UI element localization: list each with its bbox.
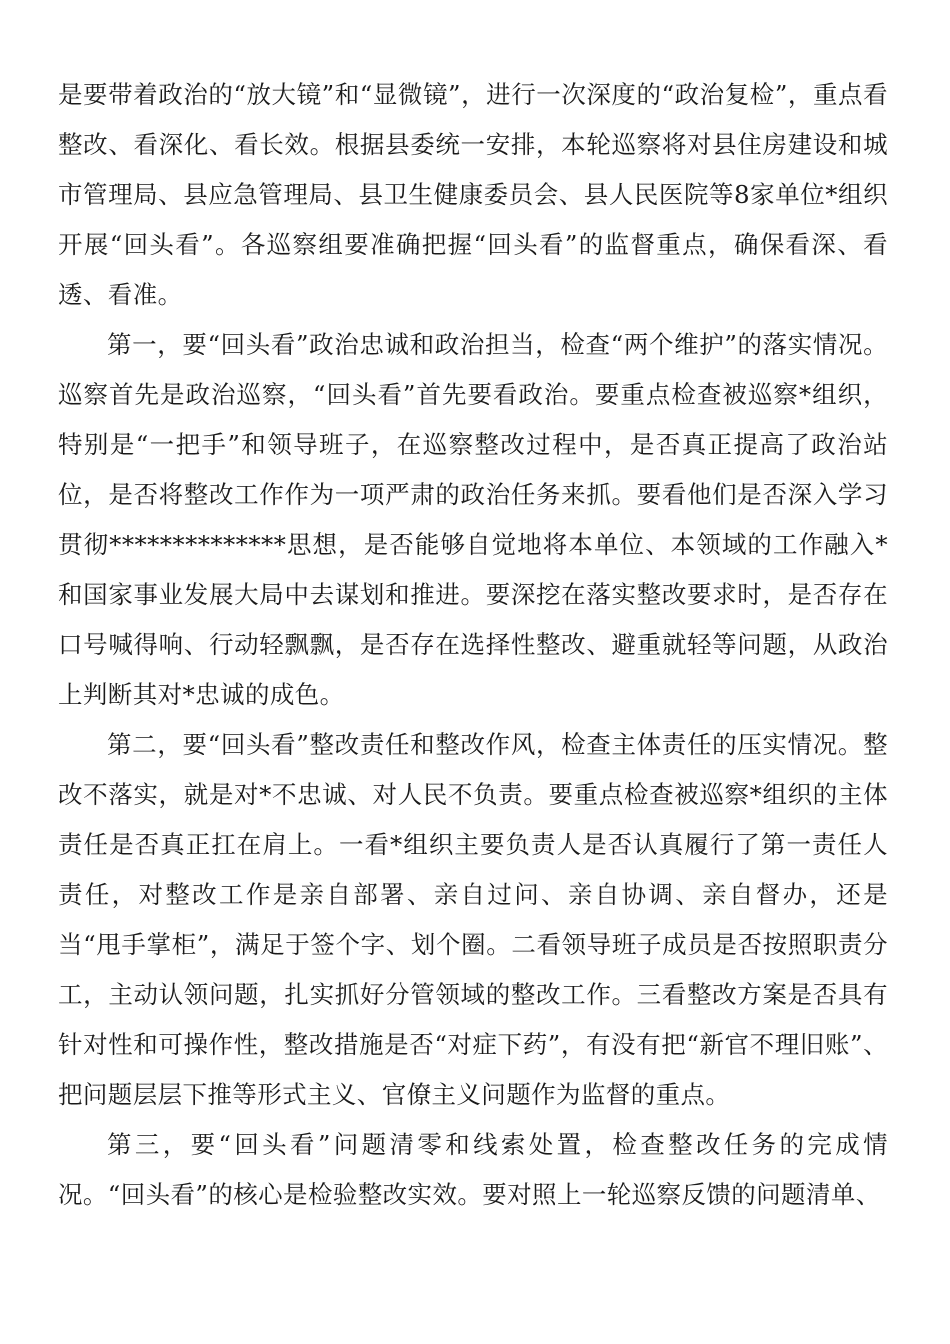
paragraph-first-point: 第一，要“回头看”政治忠诚和政治担当，检查“两个维护”的落实情况。巡察首先是政治巡察，“回头看”首先要看政治。要重点检查被巡察*组织，特别是“一把手”和领导班子，在巡察整改过程中，是否真正提高了政治站位，是否将整改工作作为一项严肃的政治任务来抓。要看他们是否深入学习贯彻**************思想，是否能够自觉地将本单位、本领域的工作融入*和国家事业发展大局中去谋划和推进。要深挖在落实整改要求时，是否存在口号喊得响、行动轻飘飘，是否存在选择性整改、避重就轻等问题，从政治上判断其对*忠诚的成色。 [58, 330, 888, 709]
document-body [58, 70, 888, 1220]
paragraph-third-point: 第三，要“回头看”问题清零和线索处置，检查整改任务的完成情况。“回头看”的核心是检验整改实效。要对照上一轮巡察反馈的问题清单、 [58, 1130, 888, 1209]
paragraph-second-point: 第二，要“回头看”整改责任和整改作风，检查主体责任的压实情况。整改不落实，就是对*不忠诚、对人民不负责。要重点检查被巡察*组织的主体责任是否真正扛在肩上。一看*组织主要负责人是否认真履行了第一责任人责任，对整改工作是亲自部署、亲自过问、亲自协调、亲自督办，还是当“甩手掌柜”，满足于签个字、划个圈。二看领导班子成员是否按照职责分工，主动认领问题，扎实抓好分管领域的整改工作。三看整改方案是否具有针对性和可操作性，整改措施是否“对症下药”，有没有把“新官不理旧账”、把问题层层下推等形式主义、官僚主义问题作为监督的重点。 [58, 730, 888, 1109]
paragraph-continuation: 是要带着政治的“放大镜”和“显微镜”，进行一次深度的“政治复检”，重点看整改、看深化、看长效。根据县委统一安排，本轮巡察将对县住房建设和城市管理局、县应急管理局、县卫生健康委员会、县人民医院等8家单位*组织开展“回头看”。各巡察组要准确把握“回头看”的监督重点，确保看深、看透、看准。 [58, 80, 888, 309]
